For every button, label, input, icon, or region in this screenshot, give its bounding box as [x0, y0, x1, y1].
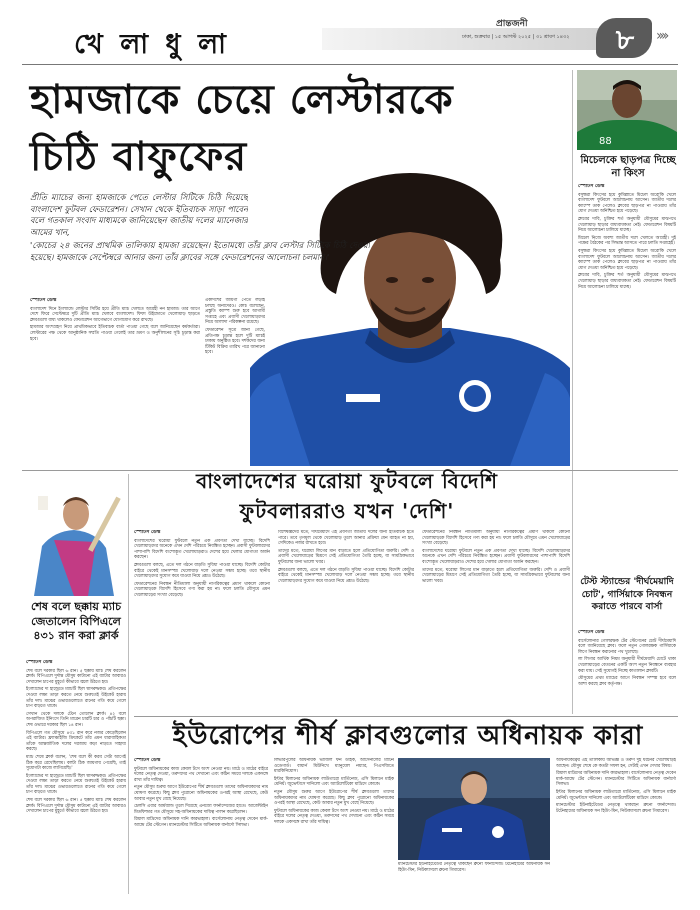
cricket-paragraph: ম্যাচ শেষে ক্লার্ক বলেন, 'শেষ বলে কী করব সেটা আগেই ঠিক করে রেখেছিলাম। বলটা ঠিক জায়গায় পেয়েছি, তাই সুযোগটা কাজে লাগিয়েছি।' [26, 754, 126, 772]
clarke-photo [24, 476, 126, 596]
enzo-photo-illustration [398, 758, 550, 860]
lead-body-col2 [205, 298, 265, 466]
mitchell-paragraph: বসুন্ধরা কিংসের হয়ে কুমিল্লাতে মিচেল অরোকি খেলে বাংলাদেশ ফুটবলে আলোচনায় আসেন। জাতীয় দলের ক্যাম্পে ডাক পেলেও ক্লাবের ছাড়পত্র না পাওয়ায় তাঁর যোগ দেওয়া অনিশ্চিত হয়ে পড়েছে। [578, 248, 676, 271]
stadium-photo [577, 474, 677, 574]
cricket-headline: শেষ বলে ছক্কায় ম্যাচ জেতালেন বিপিএলে ৪৩১ রান করা ক্লার্ক [30, 600, 122, 642]
cricket-paragraph: শেষ বলে দরকার ছিল ৬ রান। ৫ ছক্কায় ম্যাচ শেষ করলেন ক্লার্ক। বিপিএলে দুর্দান্ত মৌসুম কাটানো এই ব্যাটার আবারও দেখালেন চাপের মুহূর্তে কীভাবে জ্বলে উঠতে হয়। [26, 668, 126, 685]
europe-byline: স্পোর্টস ডেস্ক [134, 758, 161, 763]
europe-paragraph: ম্যানচেস্টার ইউনাইটেডের নেতৃত্বে থাকছেন ব্রুনো ফার্নান্দেজ। টটেনহামের অধিনায়ক সন হিউং-মিন, নিউক্যাসলে ব্রুনো গিমারেস। [398, 862, 550, 873]
lead-quote [30, 240, 370, 265]
sidebar-middle-divider [572, 474, 573, 714]
feature-paragraph: ক্লাবগুলো বলছে, এতে দল গঠনে বাড়তি সুবিধা পাওয়া যাচ্ছে। বিদেশি কোটার বাইরে থেকেই মানসম্পন্ন খেলোয়াড় দলে নেওয়া সম্ভব হচ্ছে। তবে স্থানীয় খেলোয়াড়দের সুযোগ কমে যাওয়া নিয়ে প্রশ্নও উঠেছে। [278, 567, 414, 584]
europe-paragraph: লিভারপুলের অধিনায়ক ভার্জিল ফন ডাইক, আর্সেনালের মার্টিন ওডেগার্ড। বায়ার্ন মিউনিখে ম্যানুয়েল নয়্যার, পিএসজিতে মারকিনিয়োস। [274, 758, 394, 775]
europe-paragraph: ফুটবলে অধিনায়কের কাজ কেবল টসে অংশ নেওয়া নয়। মাঠে ও মাঠের বাইরে দলের নেতৃত্ব দেওয়া, তরুণদের পথ দেখানো এবং কঠিন সময়ে দলকে একসঙ্গে রাখা তাঁর দায়িত্ব। [274, 808, 394, 825]
europe-paragraph: নতুন মৌসুম শুরুর আগে ইউরোপের শীর্ষ ক্লাবগুলো তাদের অধিনায়কদের নাম ঘোষণা করেছে। কিছু ক্লাব পুরোনো অধিনায়কের ওপরই আস্থা রেখেছে, কেউ আবার নতুন মুখ বেছে নিয়েছে। [134, 785, 268, 802]
section-title: খে লা ধু লা [74, 29, 230, 60]
chevron-icon: ›››› [656, 28, 667, 44]
section-header [22, 18, 678, 68]
europe-paragraph: রিয়াল মাদ্রিদের অধিনায়ক দানি কারভাহাল। বার্সেলোনায় নেতৃত্ব দেবেন মার্ক-আন্দ্রে টের স্টেগেন। ম্যানচেস্টার সিটিতে অধিনায়ক বার্নার্দো সিলভা। [556, 771, 676, 788]
europe-top-rule [134, 716, 678, 717]
player-photo [250, 168, 570, 466]
lead-body [30, 298, 200, 466]
feature-headline-line1: বাংলাদেশের ঘরোয়া ফুটবলে বিদেশি [196, 469, 498, 493]
barca-paragraph: বার্সেলোনার গোলরক্ষক টের স্টেগেনের চোট দীর্ঘমেয়াদি বলে জানিয়েছে ক্লাব। ফলে নতুন গোলরক্ষক গার্সিয়াকে লিগে নিবন্ধন করানোর পথ খুলেছে। [578, 638, 676, 655]
clarke-photo-illustration [24, 476, 126, 596]
newspaper-logo: প্রান্তজনী [496, 19, 528, 29]
feature-byline: স্পোর্টস ডেস্ক [134, 530, 161, 535]
europe-paragraph: চেলসি এবার আর্মব্যান্ড তুলে দিয়েছে এনজো ফার্নান্দেজের হাতে। আর্জেন্টাইন মিডফিল্ডার গত মৌসুমে সহ-অধিনায়কের দায়িত্ব পালন করেছিলেন। [134, 804, 268, 815]
svg-text:88: 88 [599, 136, 612, 147]
lead-paragraph: একাদশের জায়গা পেতে লড়াই চলছে অন্যদেরও। কোচ বলেছেন, প্রস্তুতি ক্যাম্প শুরু হবে আগামী সপ্তাহে এবং প্রবাসী খেলোয়াড়দের নিয়ে আলাদা পরিকল্পনা রয়েছে। [205, 298, 265, 326]
mitchell-photo-illustration [577, 70, 677, 150]
mitchell-headline: মিচেলকে ছাড়পত্র দিচ্ছে না কিংস [580, 155, 676, 179]
mitchell-byline: স্পোর্টস ডেস্ক [578, 184, 605, 189]
feature-paragraph: ফেডারেশনের নিবন্ধন নীতিমালা অনুযায়ী নাগরিকত্বের প্রমাণ থাকলে কোনো খেলোয়াড়কে বিদেশি হিসেবে গণ্য করা হয় না। ফলে চলতি মৌসুমে এমন খেলোয়াড়ের সংখ্যা বেড়েছে। [422, 530, 570, 547]
cricket-paragraph: ইংল্যান্ডের দ্য হান্ড্রেডে ম্যাচটি ছিল শ্বাসরুদ্ধকর। প্রতিপক্ষের দেওয়া লক্ষ্য তাড়া করতে নেমে শুরুতেই উইকেট হারায় তাঁর দল। মাঝের ওভারগুলোতে রানের গতি কমে গেলে চাপ বাড়তে থাকে। [26, 687, 126, 710]
feature-paragraph: ক্লাবগুলো বলছে, এতে দল গঠনে বাড়তি সুবিধা পাওয়া যাচ্ছে। বিদেশি কোটার বাইরে থেকেই মানসম্পন্ন খেলোয়াড় দলে নেওয়া সম্ভব হচ্ছে। তবে স্থানীয় খেলোয়াড়দের সুযোগ কমে যাওয়া নিয়ে প্রশ্নও উঠেছে। [134, 562, 270, 580]
feature-body-col2 [278, 530, 414, 712]
mitchell-body [578, 184, 676, 470]
europe-paragraph: ফুটবলে অধিনায়কের কাজ কেবল টসে অংশ নেওয়া নয়। মাঠে ও মাঠের বাইরে দলের নেতৃত্ব দেওয়া, তরুণদের পথ দেখানো এবং কঠিন সময়ে দলকে একসঙ্গে রাখা তাঁর দায়িত্ব। [134, 766, 268, 783]
feature-headline [132, 466, 562, 526]
europe-paragraph: রিয়াল মাদ্রিদের অধিনায়ক দানি কারভাহাল। বার্সেলোনায় নেতৃত্ব দেবেন মার্ক-আন্দ্রে টের স্টেগেন। ম্যানচেস্টার সিটিতে অধিনায়ক বার্নার্দো সিলভা। [134, 817, 268, 828]
barca-paragraph: লা লিগার আর্থিক নিয়ম অনুযায়ী দীর্ঘমেয়াদি চোটে থাকা খেলোয়াড়ের বেতনের একটি অংশ নতুন নিবন্ধনে ব্যবহার করা যায়। সেই সুযোগই নিচ্ছে কাতালান ক্লাবটি। [578, 657, 676, 674]
mitchell-paragraph: বসুন্ধরা কিংসের হয়ে কুমিল্লাতে মিচেল অরোকি খেলে বাংলাদেশ ফুটবলে আলোচনায় আসেন। জাতীয় দলের ক্যাম্পে ডাক পেলেও ক্লাবের ছাড়পত্র না পাওয়ায় তাঁর যোগ দেওয়া অনিশ্চিত হয়ে পড়েছে। [578, 192, 676, 215]
feature-paragraph: বাংলাদেশের ঘরোয়া ফুটবলে নতুন এক প্রবণতা দেখা যাচ্ছে। বিদেশি খেলোয়াড়দের অনেকে এখন দেশি পরিচয়ে নিবন্ধিত হচ্ছেন। প্রবাসী ফুটবলারদের পাশাপাশি বিদেশি বংশোদ্ভূত খেলোয়াড়রাও দেশের হয়ে খেলার যোগ্যতা অর্জন করছেন। [134, 538, 270, 561]
lead-paragraph: ফেডারেশন সূত্রে জানা গেছে, প্রতিপক্ষ চূড়ান্ত হলে দুটি ম্যাচই ঢাকায় অনুষ্ঠিত হবে। দর্শকদের জন্য টিকিট বিক্রির তারিখ পরে জানানো হবে। [205, 327, 265, 356]
masthead-rule [22, 64, 678, 65]
cricket-divider [128, 474, 129, 894]
lead-quote-text: 'কোচের ২৪ জনের প্রাথমিক তালিকায় হামজা রয়েছেন। ইতোমধ্যে তাঁর ক্লাব লেস্টার সিটিকে চিঠি দেওয়া হয়েছে। হামজাকে সেপ্টেম্বরে আনার জন্য তাঁর ক্লাবের সঙ্গে ফেডারেশনের আলোচনা চলমান।' [30, 240, 370, 262]
barca-byline: স্পোর্টস ডেস্ক [578, 630, 605, 635]
feature-paragraph: বাংলাদেশের ঘরোয়া ফুটবলে নতুন এক প্রবণতা দেখা যাচ্ছে। বিদেশি খেলোয়াড়দের অনেকে এখন দেশি পরিচয়ে নিবন্ধিত হচ্ছেন। প্রবাসী ফুটবলারদের পাশাপাশি বিদেশি বংশোদ্ভূত খেলোয়াড়রাও দেশের হয়ে খেলার যোগ্যতা অর্জন করছেন। [422, 548, 570, 565]
dateline: ঢাকা, শুক্রবার | ১৫ আগস্ট ২০২৫ | ৩১ শ্রাবণ ১৪৩২ [462, 34, 570, 40]
barca-headline: টেস্ট স্ট্যান্ডের 'দীর্ঘমেয়াদি চোট', গার্সিয়াকে নিবন্ধন করাতে পারবে বার্সা [580, 576, 674, 612]
europe-paragraph: নতুন মৌসুম শুরুর আগে ইউরোপের শীর্ষ ক্লাবগুলো তাদের অধিনায়কদের নাম ঘোষণা করেছে। কিছু ক্লাব পুরোনো অধিনায়কের ওপরই আস্থা রেখেছে, কেউ আবার নতুন মুখ বেছে নিয়েছে। [274, 789, 394, 807]
lead-headline-line2: চিঠি বাফুফের [30, 134, 248, 180]
mitchell-paragraph: ক্লাবের দাবি, চুক্তির শর্ত অনুযায়ী মৌসুমের মাঝপথে খেলোয়াড় ছাড়ার বাধ্যবাধকতা নেই। ফেডারেশন বিষয়টি নিয়ে আলোচনা চালিয়ে যাচ্ছে। [578, 216, 676, 234]
europe-paragraph: ইন্টার মিলানের অধিনায়ক লাউতারো মার্তিনেজ, এসি মিলানে মাইক মেনিয়ঁ। জুভেন্টাসে দানিলো এবং অ্যাটলেটিকো মাদ্রিদে কোকে। [274, 776, 394, 788]
mitchell-paragraph: ক্লাবের দাবি, চুক্তির শর্ত অনুযায়ী মৌসুমের মাঝপথে খেলোয়াড় ছাড়ার বাধ্যবাধকতা নেই। ফেডারেশন বিষয়টি নিয়ে আলোচনা চালিয়ে যাচ্ছে। [578, 273, 676, 290]
europe-body-col2 [274, 758, 394, 904]
cricket-byline: স্পোর্টস ডেস্ক [26, 660, 53, 665]
lead-paragraph: হামজার অংশগ্রহণ নিয়ে প্রাথমিকভাবে ইতিবাচক বার্তা পাওয়া গেছে বলে জানিয়েছেন কর্মকর্তারা। লেস্টারের পক্ষ থেকে আনুষ্ঠানিক সম্মতি পাওয়া গেলেই তার ভ্রমণ ও অনুশীলনের সূচি চূড়ান্ত করা হবে। [30, 325, 200, 342]
mitchell-paragraph: মিচেল নিজে অবশ্য জাতীয় দলে খেলতে আগ্রহী। দুই পক্ষের বৈঠকের পর সিদ্ধান্ত আসতে পারে চলতি সপ্তাহেই। [578, 235, 676, 247]
barca-paragraph: মৌসুমের প্রথম ম্যাচের আগে নিবন্ধন সম্পন্ন হবে বলে আশা করছে ক্লাব কর্তৃপক্ষ। [578, 676, 676, 687]
cricket-paragraph: ইংল্যান্ডের দ্য হান্ড্রেডে ম্যাচটি ছিল শ্বাসরুদ্ধকর। প্রতিপক্ষের দেওয়া লক্ষ্য তাড়া করতে নেমে শুরুতেই উইকেট হারায় তাঁর দল। মাঝের ওভারগুলোতে রানের গতি কমে গেলে চাপ বাড়তে থাকে। [26, 773, 126, 796]
europe-paragraph: অধিনায়কত্বের এই তালিকায় অভিজ্ঞ ও তরুণ দুই ধরনের খেলোয়াড়ই আছেন। মৌসুম শেষে কে কতটা সফল হন, সেটাই এখন দেখার বিষয়। [556, 758, 676, 769]
player-photo-illustration [250, 168, 570, 466]
lead-paragraph: বাংলাদেশ দিনে ইংল্যান্ডে লেস্টার সিটির হয়ে প্রীতি ম্যাচ খেলতে আগ্রহী নন হামজা। তার আগে দেশে ফিরে সেপ্টেম্বরে দুটি প্রীতি ম্যাচ খেলবে বাংলাদেশ। ফিফা উইন্ডোতে খেলোয়াড় ছাড়তে ক্লাবগুলো বাধ্য থাকলেও ফেডারেশন আগেভাগে যোগাযোগ করে রাখছে। [30, 306, 200, 323]
feature-headline-line2: ফুটবলাররাও যখন 'দেশি' [239, 499, 455, 523]
lead-byline: স্পোর্টস ডেস্ক [30, 298, 57, 303]
enzo-photo [398, 758, 550, 860]
feature-paragraph: ফেডারেশনের নিবন্ধন নীতিমালা অনুযায়ী নাগরিকত্বের প্রমাণ থাকলে কোনো খেলোয়াড়কে বিদেশি হিসেবে গণ্য করা হয় না। ফলে চলতি মৌসুমে এমন খেলোয়াড়ের সংখ্যা বেড়েছে। [134, 581, 270, 598]
europe-body-col1 [134, 758, 268, 904]
feature-paragraph: তাদের মতে, ঘরোয়া লিগের মান বাড়াতে হলে প্রতিযোগিতা জরুরি। দেশি ও প্রবাসী খেলোয়াড়ের মিশ্রণে সেই প্রতিযোগিতা তৈরি হচ্ছে, যা সামগ্রিকভাবে ফুটবলের জন্য ভালো খবর। [422, 567, 570, 584]
stadium-photo-illustration [577, 474, 677, 574]
lead-intro [30, 192, 248, 240]
europe-paragraph: ইন্টার মিলানের অধিনায়ক লাউতারো মার্তিনেজ, এসি মিলানে মাইক মেনিয়ঁ। জুভেন্টাসে দানিলো এবং অ্যাটলেটিকো মাদ্রিদে কোকে। [556, 789, 676, 801]
barca-body [578, 630, 676, 712]
cricket-body [26, 660, 126, 900]
cricket-paragraph: বিপিএলে গত মৌসুমে ৪৩১ রান করে নজর কেড়েছিলেন এই ব্যাটার। ফ্র্যাঞ্চাইজি ক্রিকেটে তাঁর এমন ধারাবাহিকতা তাঁকে আন্তর্জাতিক দলের দরজায় কড়া নাড়তে সাহায্য করছে। [26, 730, 126, 753]
feature-paragraph: তাদের মতে, ঘরোয়া লিগের মান বাড়াতে হলে প্রতিযোগিতা জরুরি। দেশি ও প্রবাসী খেলোয়াড়ের মিশ্রণে সেই প্রতিযোগিতা তৈরি হচ্ছে, যা সামগ্রিকভাবে ফুটবলের জন্য ভালো খবর। [278, 548, 414, 565]
europe-body-below-photo [398, 862, 550, 902]
cricket-paragraph: সেখান থেকে দলকে টেনে তোলেন ক্লার্ক। ৪২ বলে অপরাজিত ইনিংসে তিনি মারেন চারটি চার ও পাঁচটি ছক্কা। শেষ ওভারে দরকার ছিল ১৪ রান। [26, 711, 126, 728]
europe-headline: ইউরোপের শীর্ষ ক্লাবগুলোর অধিনায়ক কারা [172, 721, 644, 751]
sidebar-divider [572, 70, 573, 480]
lead-headline-line1: হামজাকে চেয়ে লেস্টারকে [30, 77, 454, 123]
feature-body-col3 [422, 530, 570, 712]
cricket-paragraph: শেষ বলে দরকার ছিল ৬ রান। ৫ ছক্কায় ম্যাচ শেষ করলেন ক্লার্ক। বিপিএলে দুর্দান্ত মৌসুম কাটানো এই ব্যাটার আবারও দেখালেন চাপের মুহূর্তে কীভাবে জ্বলে উঠতে হয়। [26, 798, 126, 815]
lead-intro-text: প্রীতি ম্যাচের জন্য হামজাকে পেতে লেস্টার সিটিকে চিঠি দিয়েছে বাংলাদেশ ফুটবল ফেডারেশন। সেখান থেকে ইতিবাচক সাড়া পাবেন বলে গতকাল সংবাদ মাধ্যমকে জানিয়েছেন জাতীয় দলের ম্যানেজার আমের খান, [30, 192, 248, 237]
page-number: ৮ [615, 23, 635, 56]
feature-body-col1 [134, 530, 270, 712]
mitchell-photo [577, 70, 677, 150]
feature-paragraph: বিশেষজ্ঞদের মতে, দীর্ঘমেয়াদে এই প্রবণতা জাতীয় দলের জন্য ইতিবাচক হতে পারে। তবে তৃণমূল থেকে খেলোয়াড় তুলে আনার প্রক্রিয়া যেন ব্যাহত না হয়, সেদিকেও নজর রাখতে হবে। [278, 530, 414, 547]
europe-body-col4 [556, 758, 676, 904]
europe-paragraph: ম্যানচেস্টার ইউনাইটেডের নেতৃত্বে থাকছেন ব্রুনো ফার্নান্দেজ। টটেনহামের অধিনায়ক সন হিউং-মিন, নিউক্যাসলে ব্রুনো গিমারেস। [556, 803, 676, 814]
